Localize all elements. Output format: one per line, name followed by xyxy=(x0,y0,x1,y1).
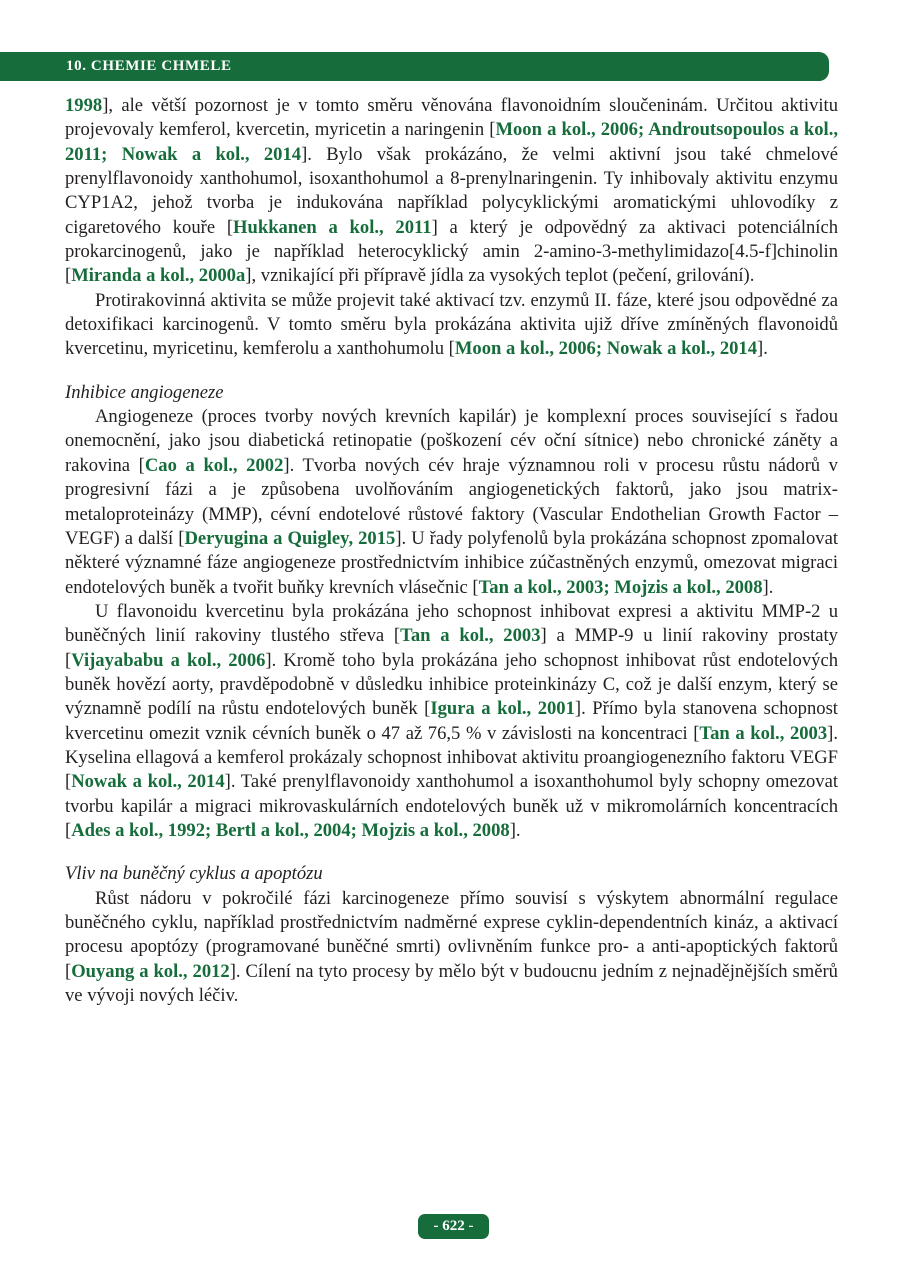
citation-link[interactable]: Moon a kol., 2006; Nowak a kol., 2014 xyxy=(454,338,758,360)
section-heading: Vliv na buněčný cyklus a apoptózu xyxy=(65,863,323,885)
text-segment: Angiogeneze (proces tvorby nových krevních kapilár) je komplexní proces související s řadou onemocnění, jako jsou diabetická retinopatie (poškození cév oční sítnice) nebo chronické záněty a rakovina [ xyxy=(65,406,838,476)
section-heading: Inhibice angiogeneze xyxy=(65,381,224,403)
citation-link[interactable]: Moon a kol., 2006; Androutsopoulos a kol., 2011; Nowak a kol., 2014 xyxy=(65,119,838,165)
text-segment: ]. Tvorba nových cév hraje významnou roli v procesu růstu nádorů v progresivní fázi a je způsobena uvolňováním angiogenetických faktorů, jako jsou matrix-metaloproteinázy (MMP), cévní endotelové růstové faktory (Vascular Endothelian Growth Factor – VEGF) a další [ xyxy=(65,454,838,549)
chapter-header-bar xyxy=(0,52,829,81)
chapter-title: 10. CHEMIE CHMELE xyxy=(66,58,232,74)
citation-link[interactable]: 1998 xyxy=(65,95,103,116)
citation-link[interactable]: Igura a kol., 2001 xyxy=(430,698,575,720)
citation-link[interactable]: Tan a kol., 2003 xyxy=(400,625,541,647)
text-segment: Růst nádoru v pokročilé fázi karcinogeneze přímo souvisí s výskytem abnormální regulace buněčného cyklu, například prostřednictvím nadměrné exprese cyklin-dependentních kináz, a aktivací procesu apoptózy (programované buněčné smrti) ovlivněním funkce pro- a anti-apoptických faktorů [ xyxy=(65,887,838,982)
citation-link[interactable]: Tan a kol., 2003 xyxy=(699,722,828,744)
citation-link[interactable]: Vijayababu a kol., 2006 xyxy=(71,649,266,671)
text-segment: ]. xyxy=(762,576,774,598)
citation-link[interactable]: Miranda a kol., 2000a xyxy=(71,265,246,287)
text-segment: ] a který je odpovědný za aktivaci potenciálních prokarcinogenů, jako je například heterocyklický amin 2-amino-3-methylimidazo[4.5-f]chinolin [ xyxy=(65,216,838,287)
text-segment: ]. Bylo však prokázáno, že velmi aktivní jsou také chmelové prenylflavonoidy xanthohumol, isoxanthohumol a 8-prenylnaringenin. Ty inhibovaly aktivitu enzymu CYP1A2, jehož tvorba je indukována například polycyklickými aromatickými uhlovodíky z cigaretového kouře [ xyxy=(65,143,838,238)
citation-link[interactable]: Cao a kol., 2002 xyxy=(144,454,284,476)
citation-link[interactable]: Ades a kol., 1992; Bertl a kol., 2004; Mojzis a kol., 2008 xyxy=(71,819,510,841)
page-content xyxy=(65,94,838,1008)
text-segment: ]. Přímo byla stanovena schopnost kvercetinu omezit vznik cévních buněk o 47 až 76,5 % v závislosti na koncentraci [ xyxy=(65,698,838,744)
citation-link[interactable]: Tan a kol., 2003; Mojzis a kol., 2008 xyxy=(478,576,763,598)
citation-link[interactable]: Deryugina a Quigley, 2015 xyxy=(184,527,396,549)
text-segment: ]. U řady polyfenolů byla prokázána schopnost zpomalovat některé významné fáze angiogeneze prostřednictvím inhibice zúčastněných enzymů, omezovat migraci endotelových buněk a tvořit buňky krevních vlásečnic [ xyxy=(65,527,838,598)
paragraph xyxy=(65,405,838,600)
text-segment: Protirakovinná aktivita se může projevit také aktivací tzv. enzymů II. fáze, které jsou odpovědné za detoxifikaci karcinogenů. V tomto směru byla prokázána aktivita ujiž dříve zmíněných flavonoidů kvercetinu, myricetinu, kemferolu a xanthohumolu [ xyxy=(65,289,838,360)
text-segment: ]. Kyselina ellagová a kemferol prokázaly schopnost inhibovat aktivitu proangiogenezního faktoru VEGF [ xyxy=(65,722,838,793)
text-segment: ], vznikající při přípravě jídla za vysokých teplot (pečení, grilování). xyxy=(245,265,755,287)
text-segment: ]. xyxy=(509,819,521,841)
text-segment: ] a MMP-9 u linií rakoviny prostaty [ xyxy=(65,625,838,671)
paragraph xyxy=(65,600,838,843)
text-segment: ], ale větší pozornost je v tomto směru věnována flavonoidním sloučeninám. Určitou aktivitu projevovaly kemferol, kvercetin, myricetin a naringenin [ xyxy=(65,95,838,141)
text-segment: ]. Také prenylflavonoidy xanthohumol a isoxanthohumol byly schopny omezovat tvorbu kapilár a migraci mikrovaskulárních endotelových buněk už v mikromolárních koncentracích [ xyxy=(65,771,838,841)
sections-container xyxy=(65,381,838,1009)
text-segment: ]. Cílení na tyto procesy by mělo být v budoucnu jedním z nejnadějnějších směrů ve vývoji nových léčiv. xyxy=(65,960,838,1007)
intro-paragraphs xyxy=(65,94,838,362)
page-number: - 622 - xyxy=(433,1218,474,1234)
paragraph xyxy=(65,94,838,289)
paragraph xyxy=(65,887,838,1009)
paragraph xyxy=(65,289,838,362)
citation-link[interactable]: Hukkanen a kol., 2011 xyxy=(233,216,432,238)
text-segment: U flavonoidu kvercetinu byla prokázána jeho schopnost inhibovat expresi a aktivitu MMP-2 u buněčných linií rakoviny tlustého střeva [ xyxy=(65,600,838,647)
citation-link[interactable]: Ouyang a kol., 2012 xyxy=(71,960,230,982)
text-segment: ]. Kromě toho byla prokázána jeho schopnost inhibovat růst endotelových buněk hovězí aorty, pravděpodobně v důsledku inhibice proteinkinázy C, což je další enzym, který se významně podílí na růstu endotelových buněk [ xyxy=(65,649,838,720)
text-segment: ]. xyxy=(757,338,768,360)
citation-link[interactable]: Nowak a kol., 2014 xyxy=(71,771,225,793)
page-number-badge xyxy=(418,1214,489,1239)
